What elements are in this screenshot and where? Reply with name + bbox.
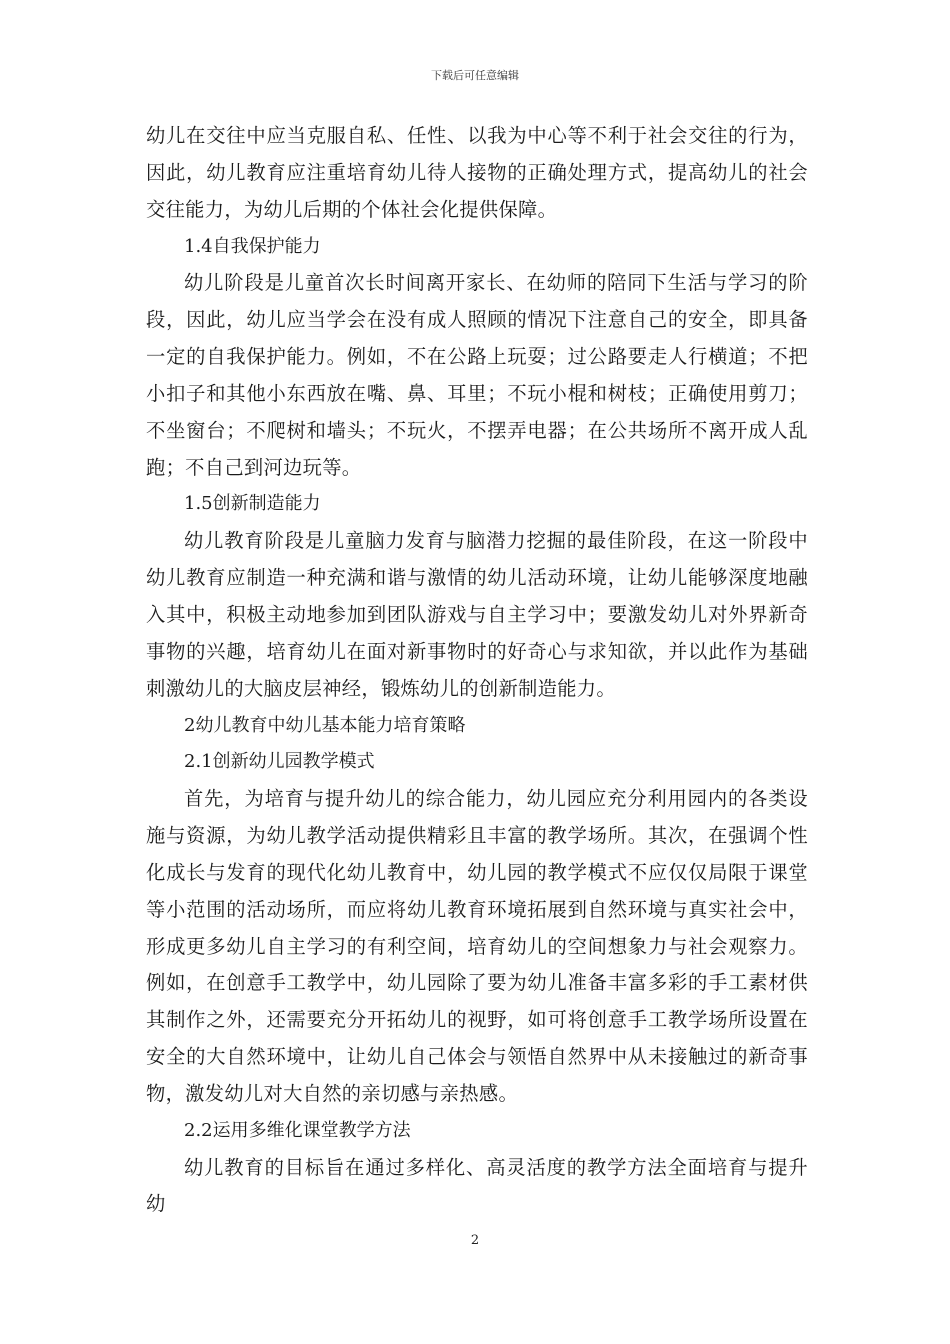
paragraph-social-interaction: 幼儿在交往中应当克服自私、任性、以我为中心等不利于社会交往的行为，因此，幼儿教育应注重培育幼儿待人接物的正确处理方式，提高幼儿的社会交往能力，为幼儿后期的个体社会化提供保障。 [146, 124, 808, 221]
page-number: 2 [470, 1233, 480, 1248]
paragraph-self-protection: 幼儿阶段是儿童首次长时间离开家长、在幼师的陪同下生活与学习的阶段，因此，幼儿应当学会在没有成人照顾的情况下注意自己的安全，即具备一定的自我保护能力。例如，不在公路上玩耍；过公路要走人行横道；不把小扣子和其他小东西放在嘴、鼻、耳里；不玩小棍和树枝；正确使用剪刀；不坐窗台；不爬树和墙头；不玩火，不摆弄电器；在公共场所不离开成人乱跑；不自己到河边玩等。 [146, 271, 808, 479]
paragraph-teaching-methods: 幼儿教育的目标旨在通过多样化、高灵活度的教学方法全面培育与提升幼 [146, 1155, 808, 1216]
paragraph-teaching-mode: 首先，为培育与提升幼儿的综合能力，幼儿园应充分利用园内的各类设施与资源，为幼儿教学活动提供精彩且丰富的教学场所。其次，在强调个性化成长与发育的现代化幼儿教育中，幼儿园的教学模式不应仅仅局限于课堂等小范围的活动场所，而应将幼儿教育环境拓展到自然环境与真实社会中，形成更多幼儿自主学习的有利空间，培育幼儿的空间想象力与社会观察力。例如，在创意手工教学中，幼儿园除了要为幼儿准备丰富多彩的手工素材供其制作之外，还需要充分开拓幼儿的视野，如可将创意手工教学场所设置在安全的大自然环境中，让幼儿自己体会与领悟自然界中从未接触过的新奇事物，激发幼儿对大自然的亲切感与亲热感。 [146, 787, 808, 1105]
document-body [146, 118, 808, 1223]
heading-1-5: 1.5创新制造能力 [184, 493, 321, 515]
heading-1-4: 1.4自我保护能力 [184, 235, 321, 257]
heading-2-1: 2.1创新幼儿园教学模式 [184, 751, 375, 773]
heading-2: 2幼儿教育中幼儿基本能力培育策略 [184, 714, 466, 736]
page-header-note: 下载后可任意编辑 [431, 69, 519, 82]
heading-2-2: 2.2运用多维化课堂教学方法 [184, 1119, 411, 1141]
paragraph-innovation: 幼儿教育阶段是儿童脑力发育与脑潜力挖掘的最佳阶段，在这一阶段中幼儿教育应制造一种充满和谐与激情的幼儿活动环境，让幼儿能够深度地融入其中，积极主动地参加到团队游戏与自主学习中；要激发幼儿对外界新奇事物的兴趣，培育幼儿在面对新事物时的好奇心与求知欲，并以此作为基础刺激幼儿的大脑皮层神经，锻炼幼儿的创新制造能力。 [146, 529, 808, 700]
